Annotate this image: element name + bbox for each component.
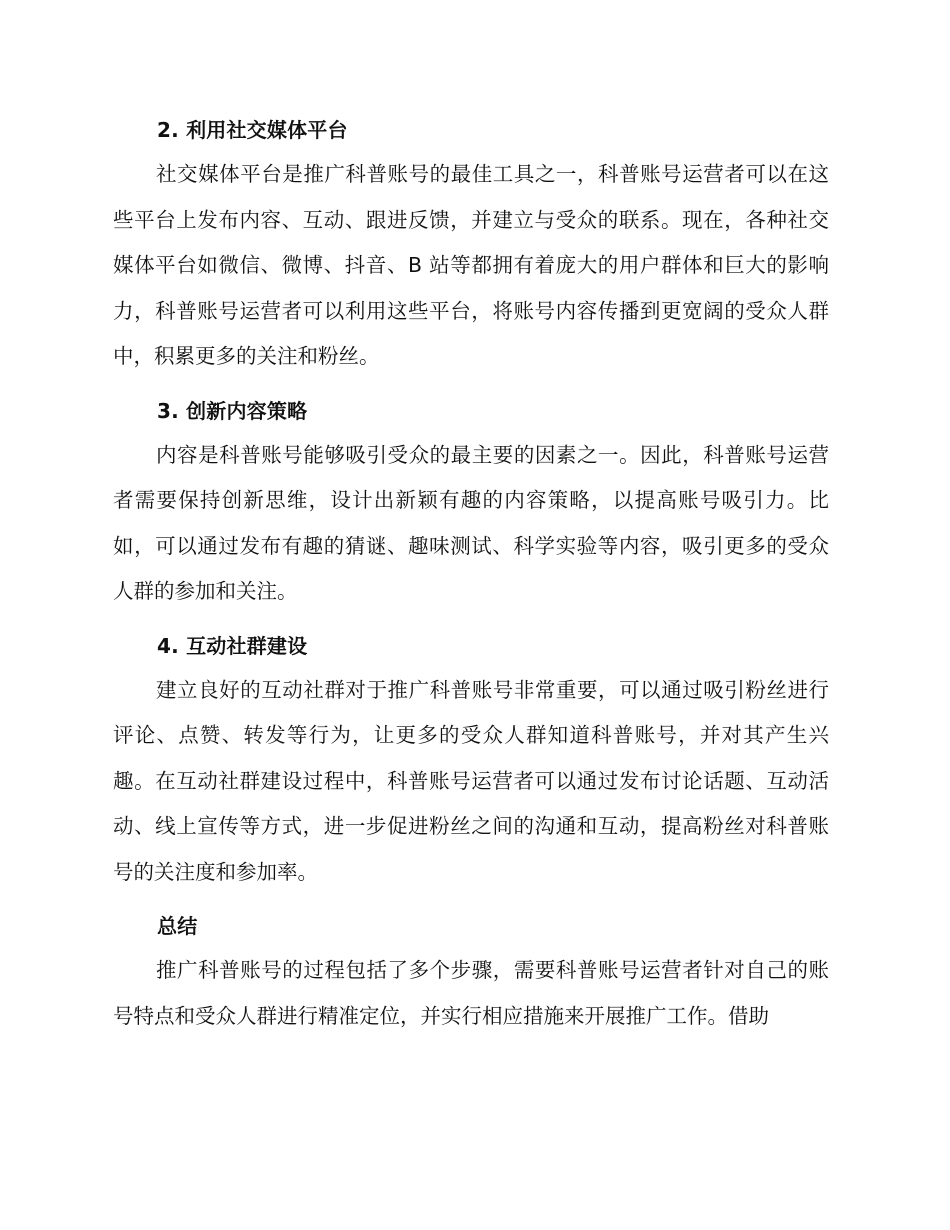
section-heading-community: 4. 互动社群建设 (157, 633, 308, 658)
document-page (113, 108, 829, 1048)
section-heading-content-strategy: 3. 创新内容策略 (157, 398, 308, 423)
section-paragraph-community: 建立良好的互动社群对于推广科普账号非常重要，可以通过吸引粉丝进行评论、点赞、转发等行为，让更多的受众人群知道科普账号，并对其产生兴趣。在互动社群建设过程中，科普账号运营者可以通过发布讨论话题、互动活动、线上宣传等方式，进一步促进粉丝之间的沟通和互动，提高粉丝对科普账号的关注度和参加率。 (113, 677, 829, 884)
section-heading-summary: 总结 (157, 914, 198, 938)
section-paragraph-content-strategy: 内容是科普账号能够吸引受众的最主要的因素之一。因此，科普账号运营者需要保持创新思维，设计出新颖有趣的内容策略，以提高账号吸引力。比如，可以通过发布有趣的猜谜、趣味测试、科学实验等内容，吸引更多的受众人群的参加和关注。 (113, 442, 829, 603)
section-paragraph-summary: 推广科普账号的过程包括了多个步骤，需要科普账号运营者针对自己的账号特点和受众人群进行精准定位，并实行相应措施来开展推广工作。借助 (113, 958, 829, 1028)
section-paragraph-social-media: 社交媒体平台是推广科普账号的最佳工具之一，科普账号运营者可以在这些平台上发布内容、互动、跟进反馈，并建立与受众的联系。现在，各种社交媒体平台如微信、微博、抖音、B 站等都拥有着庞大的用户群体和巨大的影响力，科普账号运营者可以利用这些平台，将账号内容传播到更宽阔的受众人群中，积累更多的关注和粉丝。 (113, 162, 829, 368)
section-heading-social-media: 2. 利用社交媒体平台 (157, 118, 348, 142)
